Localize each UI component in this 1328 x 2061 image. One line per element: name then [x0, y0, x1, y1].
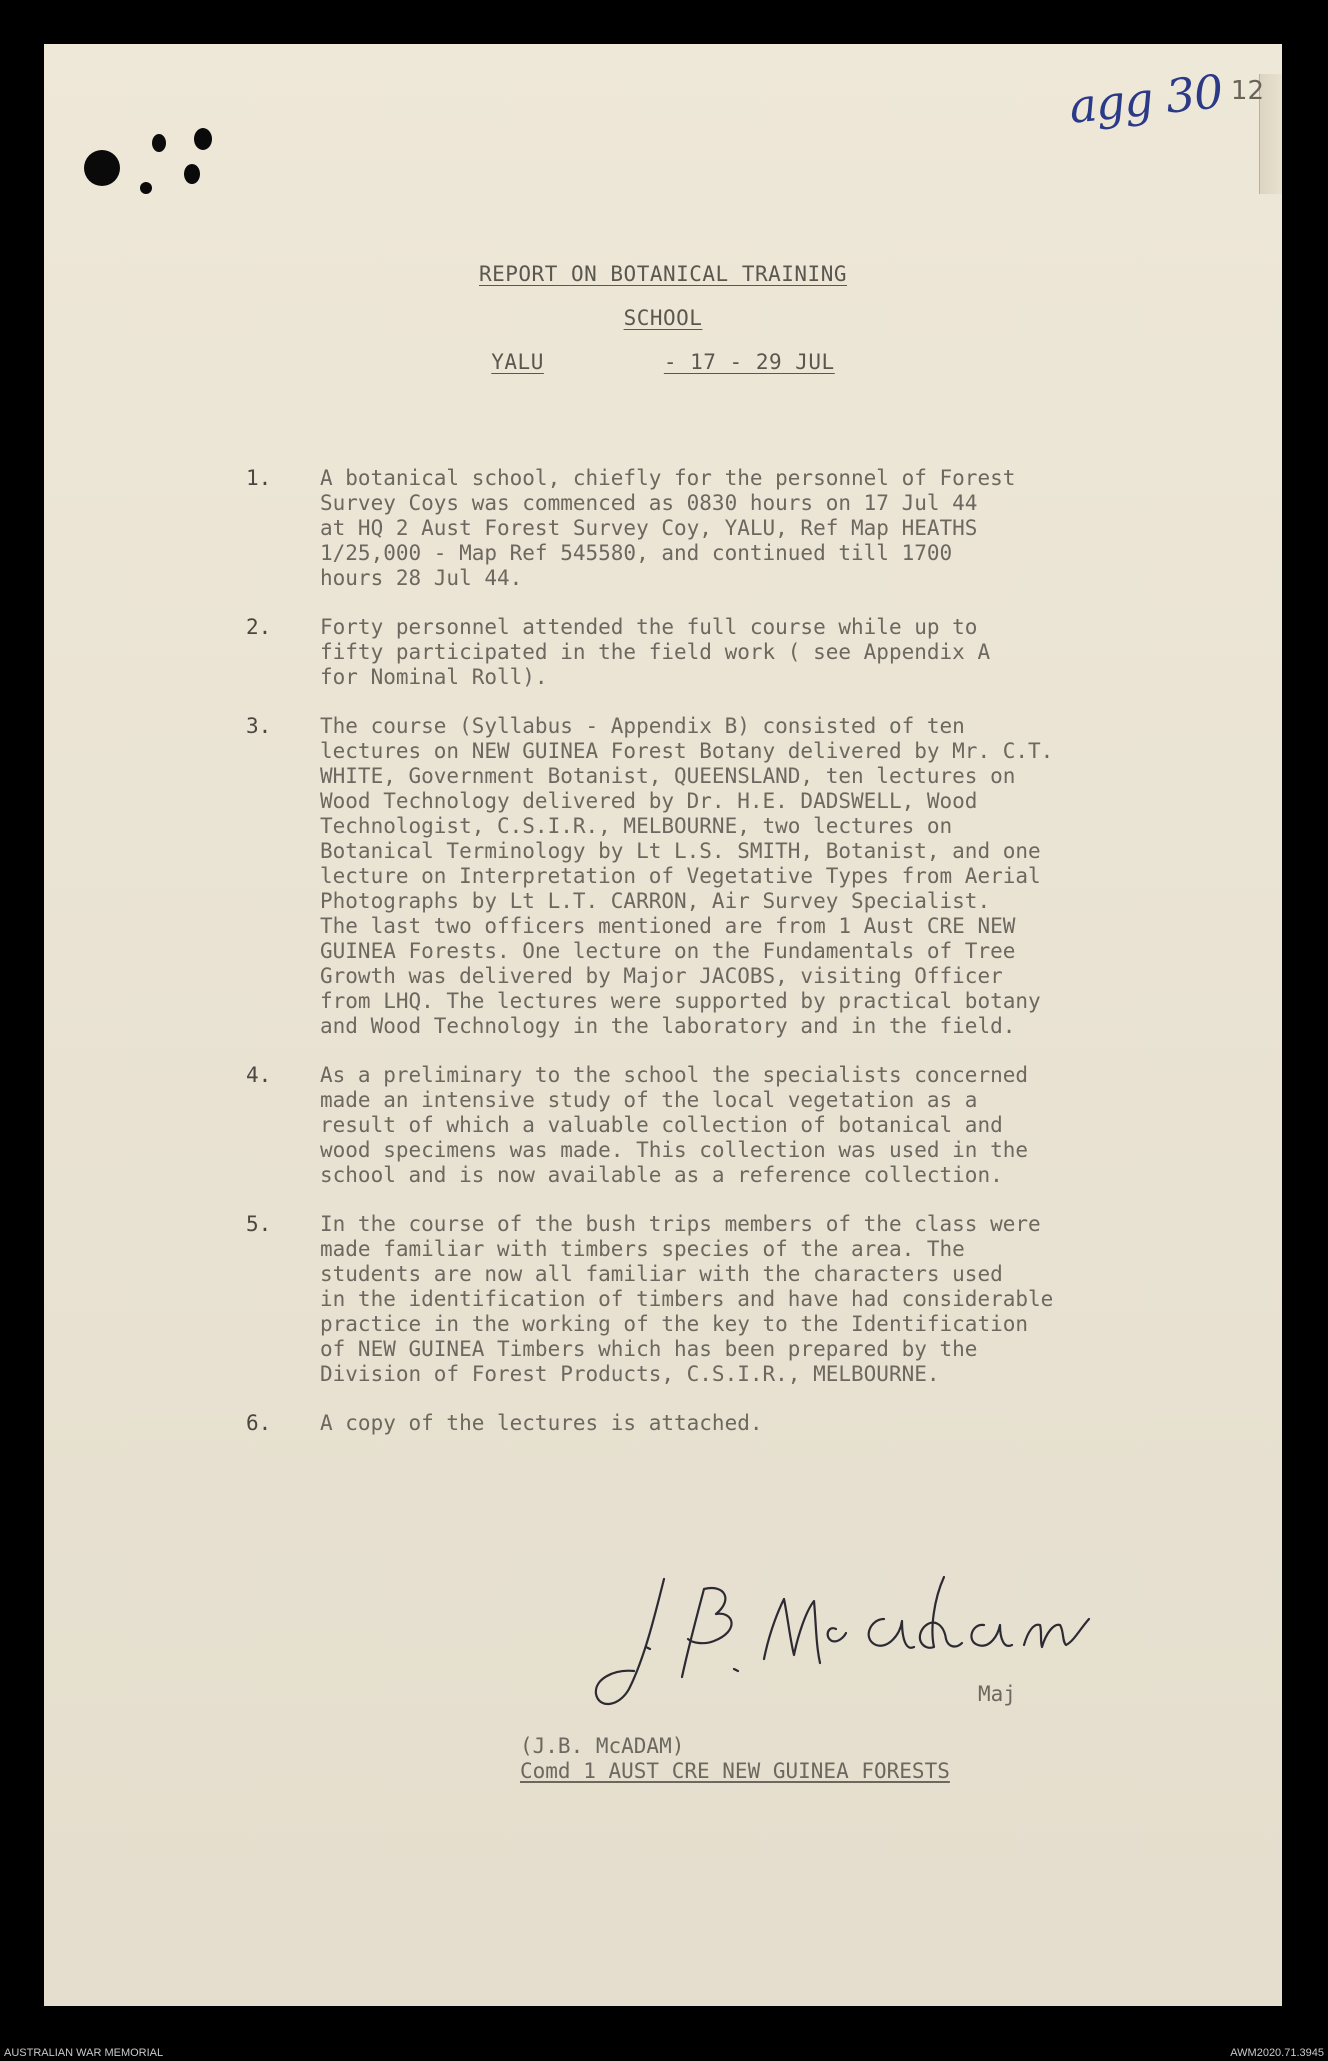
paragraph-text: A copy of the lectures is attached. — [320, 1411, 763, 1435]
punch-hole — [84, 150, 120, 186]
signature — [584, 1559, 1104, 1739]
signature-drawing — [584, 1559, 1104, 1719]
footer-bar — [0, 2021, 1328, 2061]
paragraph-text: In the course of the bush trips members of the class were made familiar with timbers species of the area. The students are now all familiar with the characters used in the identification of timbers and have had considerable practice in the working of the key to the Identification of NEW GUINEA Timbers which has been prepared by the Division of Forest Products, C.S.I.R., MELBOURNE. — [320, 1212, 1054, 1386]
punch-hole-damage — [140, 182, 152, 194]
paragraph — [246, 466, 1226, 591]
paragraph — [246, 1063, 1226, 1188]
handwritten-annotation: agg 30 — [1066, 64, 1225, 134]
paragraph-text: The course (Syllabus - Appendix B) consisted of ten lectures on NEW GUINEA Forest Botany delivered by Mr. C.T. WHITE, Government Botanist, QUEENSLAND, ten lectures on Wood Technology delivered by Dr. H.E. DADSWELL, Wood Technologist, C.S.I.R., MELBOURNE, two lectures on Botanical Terminology by Lt L.S. SMITH, Botanist, and one lecture on Interpretation of Vegetative Types from Aerial Photographs by Lt L.T. CARRON, Air Survey Specialist. The last two officers mentioned are from 1 Aust CRE NEW GUINEA Forests. One lecture on the Fundamentals of Tree Growth was delivered by Major JACOBS, visiting Officer from LHQ. The lectures were supported by practical botany and Wood Technology in the laboratory and in the field. — [320, 714, 1054, 1038]
document-page — [44, 44, 1282, 2006]
paragraph — [246, 1411, 1226, 1436]
title-line-3 — [44, 350, 1282, 374]
title-dates: - 17 - 29 JUL — [663, 350, 835, 374]
paragraph — [246, 1212, 1226, 1387]
paragraph-number: 2. — [246, 615, 272, 639]
paragraph-text: A botanical school, chiefly for the personnel of Forest Survey Coys was commenced as 0830 hours on 17 Jul 44 at HQ 2 Aust Forest Survey Coy, YALU, Ref Map HEATHS 1/25,000 - Map Ref 545580, and continued till 1700 hours 28 Jul 44. — [320, 466, 1016, 590]
paragraph — [246, 615, 1226, 690]
signatory-title: Comd 1 AUST CRE NEW GUINEA FORESTS — [520, 1759, 950, 1783]
paragraph-text: Forty personnel attended the full course while up to fifty participated in the field work ( see Appendix A for Nominal Roll). — [320, 615, 991, 689]
page-number: 12 — [1230, 76, 1264, 106]
paragraph-number: 1. — [246, 466, 272, 490]
paragraph-number: 6. — [246, 1411, 272, 1435]
punch-hole-damage — [152, 134, 166, 152]
punch-hole-damage — [184, 164, 200, 184]
title-line-1: REPORT ON BOTANICAL TRAINING — [478, 262, 847, 286]
paragraph-text: As a preliminary to the school the specialists concerned made an intensive study of the local vegetation as a result of which a valuable collection of botanical and wood specimens was made. This collection was used in the school and is now available as a reference collection. — [320, 1063, 1029, 1187]
footer-source: AUSTRALIAN WAR MEMORIAL — [4, 2047, 164, 2059]
title-line-2: SCHOOL — [623, 306, 703, 330]
paragraph-number: 4. — [246, 1063, 272, 1087]
footer-accession: AWM2020.71.3945 — [1230, 2047, 1324, 2059]
paragraph-number: 3. — [246, 714, 272, 738]
paragraph-number: 5. — [246, 1212, 272, 1236]
title-place: YALU — [491, 350, 544, 374]
paragraph — [246, 714, 1226, 1039]
report-body — [246, 466, 1226, 1460]
punch-hole-damage — [194, 128, 212, 150]
signatory-block — [520, 1734, 950, 1784]
report-title — [44, 262, 1282, 394]
signatory-name: (J.B. McADAM) — [520, 1734, 685, 1758]
rank-label: Maj — [978, 1682, 1016, 1706]
